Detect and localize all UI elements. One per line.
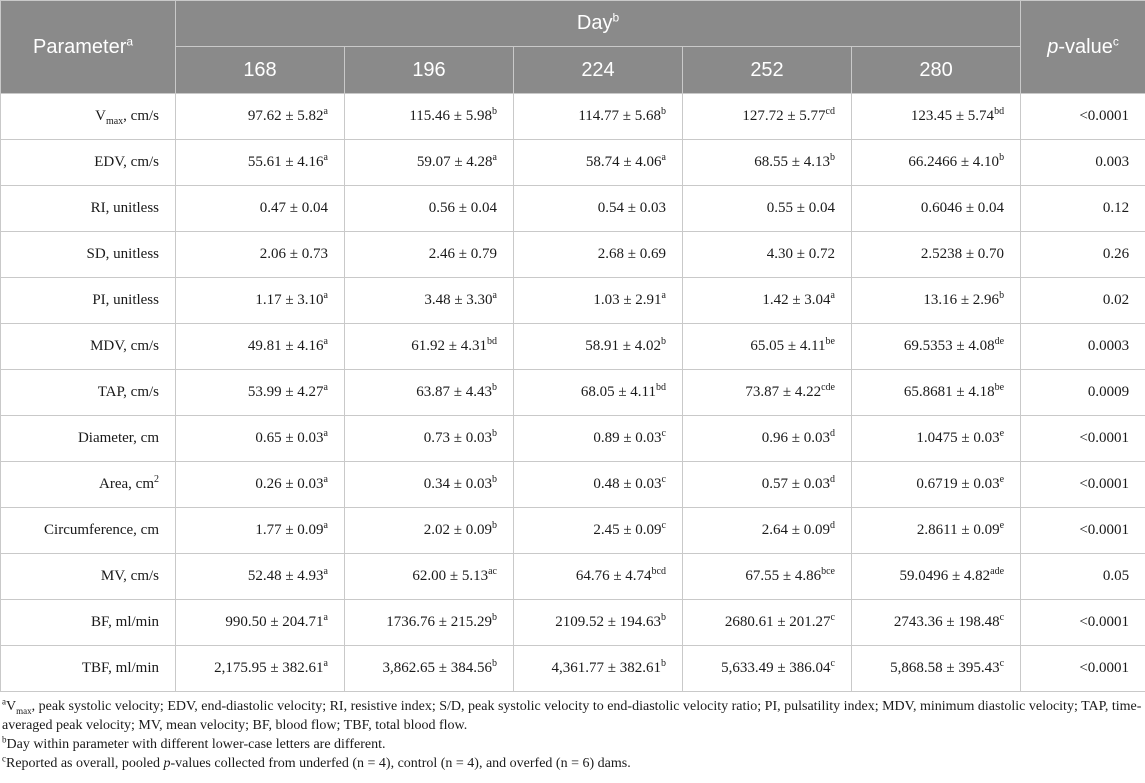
significance-letters: b: [830, 152, 835, 163]
table-row: [1, 232, 1145, 278]
significance-letters: de: [994, 336, 1005, 347]
significance-letters: c: [830, 658, 835, 669]
significance-letters: b: [999, 152, 1005, 163]
value-cell: 62.00 ± 5.13$^{ac}$: [345, 554, 514, 600]
significance-letters: bd: [487, 336, 497, 347]
value-cell: 0.6719 ± 0.03$^e$: [852, 462, 1021, 508]
significance-letters: b: [492, 106, 497, 117]
value-cell: 2,175.95 ± 382.61$^a$: [176, 646, 345, 692]
value-cell: 0.34 ± 0.03$^b$: [345, 462, 514, 508]
significance-letters: a: [492, 290, 497, 301]
significance-letters: a: [323, 658, 328, 669]
value-cell: 127.72 ± 5.77$^{cd}$: [683, 94, 852, 140]
table-row: [1, 140, 1145, 186]
significance-letters: b: [661, 612, 666, 623]
pvalue-cell: 0.02: [1021, 278, 1145, 324]
significance-letters: a: [323, 290, 328, 301]
table-row: [1, 600, 1145, 646]
value-cell: 64.76 ± 4.74$^{bcd}$: [514, 554, 683, 600]
table-row: [1, 554, 1145, 600]
significance-letters: ac: [488, 566, 497, 577]
significance-letters: b: [492, 428, 497, 439]
value-cell: 2743.36 ± 198.48$^c$: [852, 600, 1021, 646]
value-cell: 61.92 ± 4.31$^{bd}$: [345, 324, 514, 370]
significance-letters: e: [999, 520, 1005, 531]
value-cell: 69.5353 ± 4.08de: [852, 324, 1021, 370]
significance-letters: a: [323, 428, 328, 439]
table-row: [1, 186, 1145, 232]
value-cell: 4.30 ± 0.72: [683, 232, 852, 278]
row-label: Circumference, cm: [1, 508, 176, 554]
value-cell: 2.46 ± 0.79: [345, 232, 514, 278]
significance-letters: be: [825, 336, 835, 347]
significance-letters: a: [323, 152, 328, 163]
footnote-b: $^b$Day within parameter with different lower-case letters are different.: [2, 734, 386, 752]
value-cell: 68.05 ± 4.11$^{bd}$: [514, 370, 683, 416]
significance-letters: a: [830, 290, 835, 301]
significance-letters: b: [661, 336, 666, 347]
significance-letters: d: [830, 520, 835, 531]
significance-letters: a: [661, 152, 666, 163]
pvalue-cell: 0.0009: [1021, 370, 1145, 416]
table-row: [1, 462, 1145, 508]
value-cell: 0.89 ± 0.03$^c$: [514, 416, 683, 462]
significance-letters: a: [323, 106, 328, 117]
significance-letters: a: [323, 566, 328, 577]
value-cell: 0.57 ± 0.03$^d$: [683, 462, 852, 508]
table-row: [1, 278, 1145, 324]
value-cell: 0.56 ± 0.04: [345, 186, 514, 232]
row-label: MV, cm/s: [1, 554, 176, 600]
value-cell: 0.55 ± 0.04: [683, 186, 852, 232]
row-label: EDV, cm/s: [1, 140, 176, 186]
value-cell: 3,862.65 ± 384.56$^b$: [345, 646, 514, 692]
value-cell: 4,361.77 ± 382.61$^b$: [514, 646, 683, 692]
value-cell: 58.91 ± 4.02$^b$: [514, 324, 683, 370]
value-cell: 2109.52 ± 194.63$^b$: [514, 600, 683, 646]
value-cell: 2.8611 ± 0.09$^e$: [852, 508, 1021, 554]
value-cell: 0.65 ± 0.03$^a$: [176, 416, 345, 462]
significance-letters: c: [661, 520, 666, 531]
value-cell: 0.47 ± 0.04: [176, 186, 345, 232]
pvalue-cell: 0.12: [1021, 186, 1145, 232]
significance-letters: b: [661, 106, 666, 117]
value-cell: 0.6046 ± 0.04: [852, 186, 1021, 232]
footnote-c: $^c$Reported as overall, pooled p-values collected from underfed (n = 4), control (n = 4), and overfed (n = 6) dams.: [2, 753, 631, 771]
value-cell: 2680.61 ± 201.27$^c$: [683, 600, 852, 646]
value-cell: 66.2466 ± 4.10$^b$: [852, 140, 1021, 186]
value-cell: 0.96 ± 0.03$^d$: [683, 416, 852, 462]
header-day-252: 252: [683, 47, 852, 94]
value-cell: 55.61 ± 4.16$^a$: [176, 140, 345, 186]
value-cell: 97.62 ± 5.82$^a$: [176, 94, 345, 140]
value-cell: 67.55 ± 4.86$^{bce}$: [683, 554, 852, 600]
value-cell: 53.99 ± 4.27$^a$: [176, 370, 345, 416]
significance-letters: be: [994, 382, 1005, 393]
value-cell: 5,633.49 ± 386.04$^c$: [683, 646, 852, 692]
value-cell: 0.54 ± 0.03: [514, 186, 683, 232]
table-row: [1, 646, 1145, 692]
significance-letters: c: [661, 474, 666, 485]
significance-letters: a: [492, 152, 497, 163]
value-cell: 1.0475 ± 0.03$^e$: [852, 416, 1021, 462]
significance-letters: e: [999, 474, 1005, 485]
value-cell: 59.07 ± 4.28$^a$: [345, 140, 514, 186]
significance-letters: a: [323, 336, 328, 347]
significance-letters: bce: [821, 566, 835, 577]
value-cell: 990.50 ± 204.71$^a$: [176, 600, 345, 646]
significance-letters: c: [999, 658, 1005, 669]
value-cell: 2.02 ± 0.09$^b$: [345, 508, 514, 554]
pvalue-cell: <0.0001: [1021, 94, 1145, 140]
row-label: Area, $cm^2$: [1, 462, 176, 508]
value-cell: 123.45 ± 5.74$^{bd}$: [852, 94, 1021, 140]
significance-letters: bd: [994, 106, 1005, 117]
table-row: [1, 324, 1145, 370]
significance-letters: bcd: [651, 566, 666, 577]
table-header: [1, 1, 1145, 94]
value-cell: 58.74 ± 4.06$^a$: [514, 140, 683, 186]
value-cell: 0.73 ± 0.03$^b$: [345, 416, 514, 462]
significance-letters: e: [999, 428, 1005, 439]
header-day-196: 196: [345, 47, 514, 94]
significance-letters: a: [323, 382, 328, 393]
significance-letters: a: [323, 474, 328, 485]
value-cell: 0.48 ± 0.03$^c$: [514, 462, 683, 508]
footnotes: [0, 697, 1145, 773]
significance-letters: c: [830, 612, 835, 623]
significance-letters: b: [661, 658, 666, 669]
significance-letters: b: [492, 520, 497, 531]
significance-letters: cd: [825, 106, 835, 117]
row-label: PI, unitless: [1, 278, 176, 324]
value-cell: 1.03 ± 2.91$^a$: [514, 278, 683, 324]
header-day: Day$^b$: [176, 1, 1021, 47]
value-cell: 0.26 ± 0.03$^a$: [176, 462, 345, 508]
significance-letters: ade: [990, 566, 1005, 577]
value-cell: 65.05 ± 4.11$^{be}$: [683, 324, 852, 370]
value-cell: 1.17 ± 3.10$^a$: [176, 278, 345, 324]
pvalue-cell: <0.0001: [1021, 508, 1145, 554]
footnote-a: $^aV_{max}$, peak systolic velocity; EDV, end-diastolic velocity; RI, resistive index; S/D, peak systolic velocity to end-diastolic velocity ratio; PI, pulsatility index; MDV, minimum diastolic velocity; TAP, time-averaged peak velocity; MV, mean velocity; BF, blood flow; TBF, total blood flow.: [2, 696, 1142, 733]
pvalue-cell: 0.26: [1021, 232, 1145, 278]
header-day-280: 280: [852, 47, 1021, 94]
table-row: [1, 370, 1145, 416]
row-label: RI, unitless: [1, 186, 176, 232]
value-cell: 2.5238 ± 0.70: [852, 232, 1021, 278]
row-label: TAP, cm/s: [1, 370, 176, 416]
header-parameter: Parameter$^a$: [1, 1, 176, 94]
value-cell: 73.87 ± 4.22$^{cde}$: [683, 370, 852, 416]
value-cell: 63.87 ± 4.43$^b$: [345, 370, 514, 416]
row-label: TBF, ml/min: [1, 646, 176, 692]
value-cell: 5,868.58 ± 395.43$^c$: [852, 646, 1021, 692]
pvalue-cell: <0.0001: [1021, 600, 1145, 646]
header-day-168: 168: [176, 47, 345, 94]
row-label: MDV, cm/s: [1, 324, 176, 370]
significance-letters: a: [661, 290, 666, 301]
value-cell: 3.48 ± 3.30$^a$: [345, 278, 514, 324]
value-cell: 52.48 ± 4.93$^a$: [176, 554, 345, 600]
value-cell: 1.77 ± 0.09$^a$: [176, 508, 345, 554]
value-cell: 2.06 ± 0.73: [176, 232, 345, 278]
pvalue-cell: 0.003: [1021, 140, 1145, 186]
value-cell: 13.16 ± 2.96$^b$: [852, 278, 1021, 324]
value-cell: 68.55 ± 4.13$^b$: [683, 140, 852, 186]
significance-letters: d: [830, 428, 835, 439]
header-day-224: 224: [514, 47, 683, 94]
significance-letters: bd: [656, 382, 666, 393]
significance-letters: a: [323, 612, 328, 623]
pvalue-cell: 0.05: [1021, 554, 1145, 600]
value-cell: 2.45 ± 0.09$^c$: [514, 508, 683, 554]
pvalue-cell: <0.0001: [1021, 646, 1145, 692]
significance-letters: b: [492, 382, 497, 393]
significance-letters: b: [999, 290, 1005, 301]
table-row: [1, 94, 1145, 140]
table-row: [1, 508, 1145, 554]
value-cell: 65.8681 ± 4.18$^{be}$: [852, 370, 1021, 416]
pvalue-cell: 0.0003: [1021, 324, 1145, 370]
significance-letters: a: [323, 520, 328, 531]
value-cell: 49.81 ± 4.16$^a$: [176, 324, 345, 370]
table-body: [1, 94, 1145, 692]
significance-letters: b: [492, 474, 497, 485]
value-cell: 2.68 ± 0.69: [514, 232, 683, 278]
value-cell: 114.77 ± 5.68$^b$: [514, 94, 683, 140]
significance-letters: b: [492, 612, 497, 623]
row-label: SD, unitless: [1, 232, 176, 278]
significance-letters: d: [830, 474, 835, 485]
pvalue-cell: <0.0001: [1021, 462, 1145, 508]
table-row: [1, 416, 1145, 462]
significance-letters: b: [492, 658, 497, 669]
row-label: BF, ml/min: [1, 600, 176, 646]
value-cell: 1.42 ± 3.04$^a$: [683, 278, 852, 324]
row-label: $V_{max}$, cm/s: [1, 94, 176, 140]
pvalue-cell: <0.0001: [1021, 416, 1145, 462]
row-label: Diameter, cm: [1, 416, 176, 462]
value-cell: 115.46 ± 5.98$^b$: [345, 94, 514, 140]
value-cell: 2.64 ± 0.09$^d$: [683, 508, 852, 554]
value-cell: 59.0496 ± 4.82$^{ade}$: [852, 554, 1021, 600]
value-cell: 1736.76 ± 215.29$^b$: [345, 600, 514, 646]
significance-letters: cde: [821, 382, 835, 393]
significance-letters: c: [661, 428, 666, 439]
header-pvalue: p-value$^c$: [1021, 1, 1145, 94]
significance-letters: c: [999, 612, 1005, 623]
